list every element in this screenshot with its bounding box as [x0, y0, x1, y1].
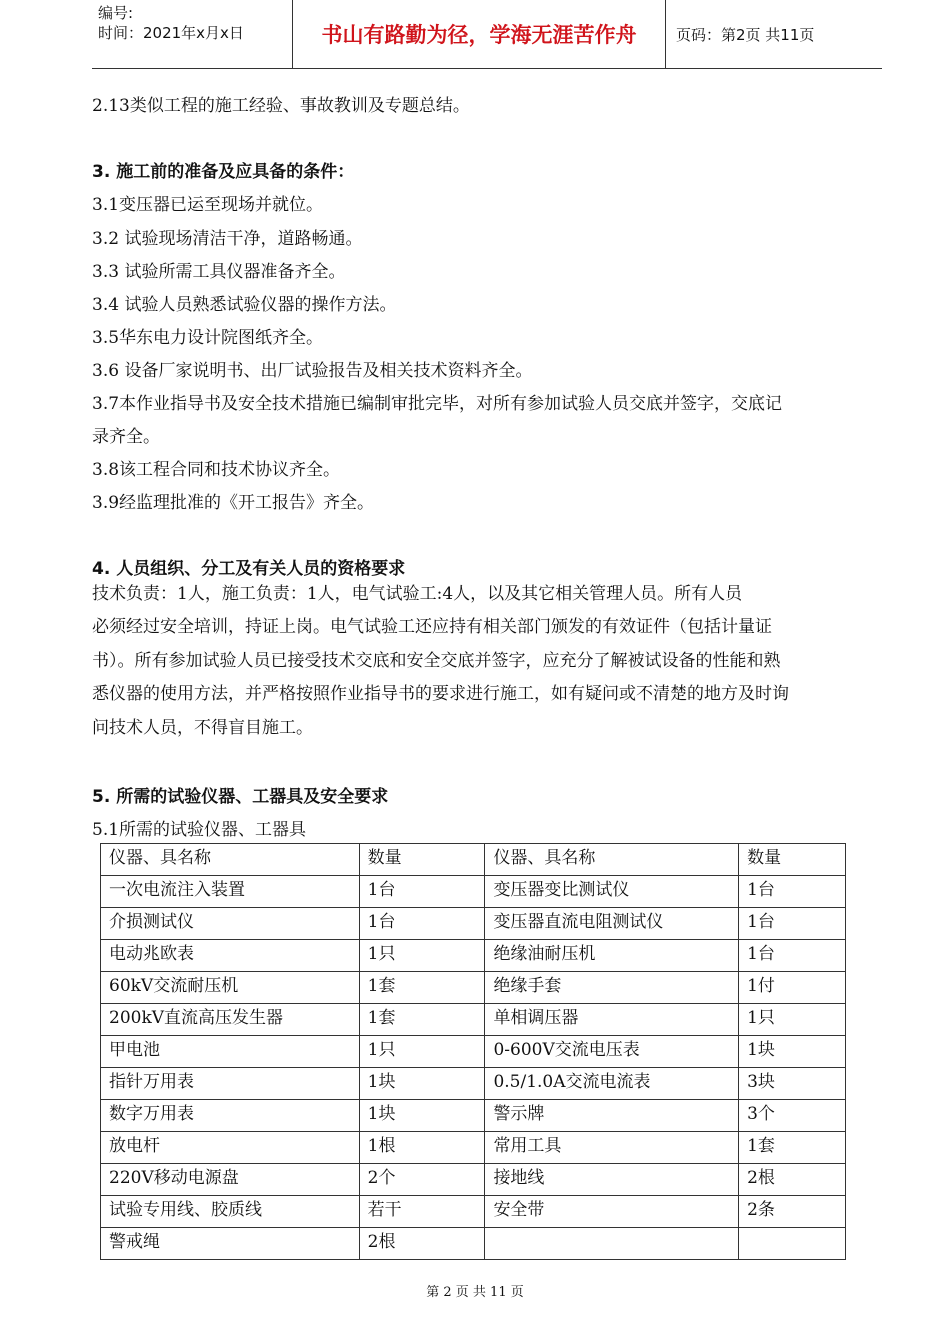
- table-cell: 1只: [739, 1004, 846, 1036]
- table-cell: 绝缘油耐压机: [485, 940, 739, 972]
- table-header-row: [101, 844, 846, 876]
- table-cell: 1块: [359, 1100, 485, 1132]
- table-header-cell: 数量: [359, 844, 485, 876]
- table-cell: 3个: [739, 1100, 846, 1132]
- table-cell: 常用工具: [485, 1132, 739, 1164]
- table-cell: 若干: [359, 1196, 485, 1228]
- table-row: [101, 1132, 846, 1164]
- section-4-paragraph: [92, 578, 882, 745]
- paragraph-line: 问技术人员，不得盲目施工。: [92, 717, 313, 738]
- table-cell: 1付: [739, 972, 846, 1004]
- table-row: [101, 876, 846, 908]
- section-3-item: 3.9经监理批准的《开工报告》齐全。: [92, 493, 375, 513]
- document-number-label: 编号:: [98, 4, 134, 22]
- table-cell: 数字万用表: [101, 1100, 360, 1132]
- table-row: [101, 1196, 846, 1228]
- equipment-table: [100, 843, 846, 1260]
- table-cell: 220V移动电源盘: [101, 1164, 360, 1196]
- table-cell: 试验专用线、胶质线: [101, 1196, 360, 1228]
- table-cell: 1根: [359, 1132, 485, 1164]
- table-cell: 1台: [359, 908, 485, 940]
- page-header: [92, 0, 882, 69]
- section-3-item: 录齐全。: [92, 427, 160, 447]
- section-3-item: 3.3 试验所需工具仪器准备齐全。: [92, 262, 346, 282]
- table-header-cell: 仪器、具名称: [485, 844, 739, 876]
- table-cell: 60kV交流耐压机: [101, 972, 360, 1004]
- table-cell: 0.5/1.0A交流电流表: [485, 1068, 739, 1100]
- table-row: [101, 1036, 846, 1068]
- paragraph-line: 技术负责：1人，施工负责：1人，电气试验工:4人，以及其它相关管理人员。所有人员: [92, 584, 743, 604]
- header-motto: 书山有路勤为径，学海无涯苦作舟: [292, 0, 666, 68]
- table-cell: 安全带: [485, 1196, 739, 1228]
- table-cell: 1台: [739, 908, 846, 940]
- section-3-item: 3.2 试验现场清洁干净，道路畅通。: [92, 229, 363, 249]
- table-cell: 1块: [359, 1068, 485, 1100]
- table-row: [101, 972, 846, 1004]
- header-page-label: 页码：第2页 共11页: [676, 25, 815, 44]
- section-3-heading: 3. 施工前的准备及应具备的条件：: [92, 162, 355, 182]
- paragraph-line: 必须经过安全培训，持证上岗。电气试验工还应持有相关部门颁发的有效证件（包括计量证: [92, 617, 772, 638]
- table-cell: 放电杆: [101, 1132, 360, 1164]
- section-3-item: 3.5华东电力设计院图纸齐全。: [92, 328, 324, 348]
- table-row: [101, 940, 846, 972]
- table-cell: 2个: [359, 1164, 485, 1196]
- section-4-heading: 4. 人员组织、分工及有关人员的资格要求: [92, 559, 406, 579]
- table-cell: 1台: [739, 940, 846, 972]
- table-header-cell: 数量: [739, 844, 846, 876]
- table-cell: 电动兆欧表: [101, 940, 360, 972]
- table-cell: 3块: [739, 1068, 846, 1100]
- section-3-item: 3.1变压器已运至现场并就位。: [92, 195, 324, 215]
- table-cell: 一次电流注入装置: [101, 876, 360, 908]
- table-cell: 变压器直流电阻测试仪: [485, 908, 739, 940]
- table-cell: 0-600V交流电压表: [485, 1036, 739, 1068]
- table-cell: 1套: [739, 1132, 846, 1164]
- table-cell: 2条: [739, 1196, 846, 1228]
- section-3-item: 3.8该工程合同和技术协议齐全。: [92, 460, 341, 480]
- section-3-item: 3.7本作业指导书及安全技术措施已编制审批完毕，对所有参加试验人员交底并签字，交底记: [92, 394, 783, 414]
- section-5-1-subheading: 5.1所需的试验仪器、工器具: [92, 820, 307, 840]
- table-cell: 变压器变比测试仪: [485, 876, 739, 908]
- table-cell: [485, 1228, 739, 1260]
- header-info-cell: [92, 0, 292, 68]
- table-row: [101, 1004, 846, 1036]
- table-cell: 2根: [739, 1164, 846, 1196]
- section-3-item: 3.4 试验人员熟悉试验仪器的操作方法。: [92, 295, 397, 315]
- table-cell: 甲电池: [101, 1036, 360, 1068]
- table-cell: 1套: [359, 972, 485, 1004]
- table-cell: 警示牌: [485, 1100, 739, 1132]
- table-cell: [739, 1228, 846, 1260]
- page-footer: 第 2 页 共 11 页: [426, 1285, 524, 1300]
- section-5-heading: 5. 所需的试验仪器、工器具及安全要求: [92, 787, 389, 807]
- table-cell: 警戒绳: [101, 1228, 360, 1260]
- table-cell: 接地线: [485, 1164, 739, 1196]
- table-row: [101, 908, 846, 940]
- table-cell: 1台: [739, 876, 846, 908]
- paragraph-line: 书）。所有参加试验人员已接受技术交底和安全交底并签字，应充分了解被试设备的性能和熟: [92, 650, 781, 671]
- table-cell: 200kV直流高压发生器: [101, 1004, 360, 1036]
- table-row: [101, 1100, 846, 1132]
- document-time-label: 时间：2021年x月x日: [98, 24, 244, 42]
- table-cell: 1块: [739, 1036, 846, 1068]
- table-cell: 1只: [359, 1036, 485, 1068]
- table-cell: 介损测试仪: [101, 908, 360, 940]
- table-cell: 1套: [359, 1004, 485, 1036]
- table-row: [101, 1228, 846, 1260]
- table-cell: 指针万用表: [101, 1068, 360, 1100]
- paragraph-line: 悉仪器的使用方法，并严格按照作业指导书的要求进行施工，如有疑问或不清楚的地方及时询: [92, 684, 789, 705]
- section-3-item: 3.6 设备厂家说明书、出厂试验报告及相关技术资料齐全。: [92, 361, 533, 381]
- table-cell: 单相调压器: [485, 1004, 739, 1036]
- table-cell: 1台: [359, 876, 485, 908]
- table-cell: 绝缘手套: [485, 972, 739, 1004]
- table-cell: 2根: [359, 1228, 485, 1260]
- table-row: [101, 1068, 846, 1100]
- table-cell: 1只: [359, 940, 485, 972]
- table-header-cell: 仪器、具名称: [101, 844, 360, 876]
- table-row: [101, 1164, 846, 1196]
- item-2-13: 2.13类似工程的施工经验、事故教训及专题总结。: [92, 96, 470, 116]
